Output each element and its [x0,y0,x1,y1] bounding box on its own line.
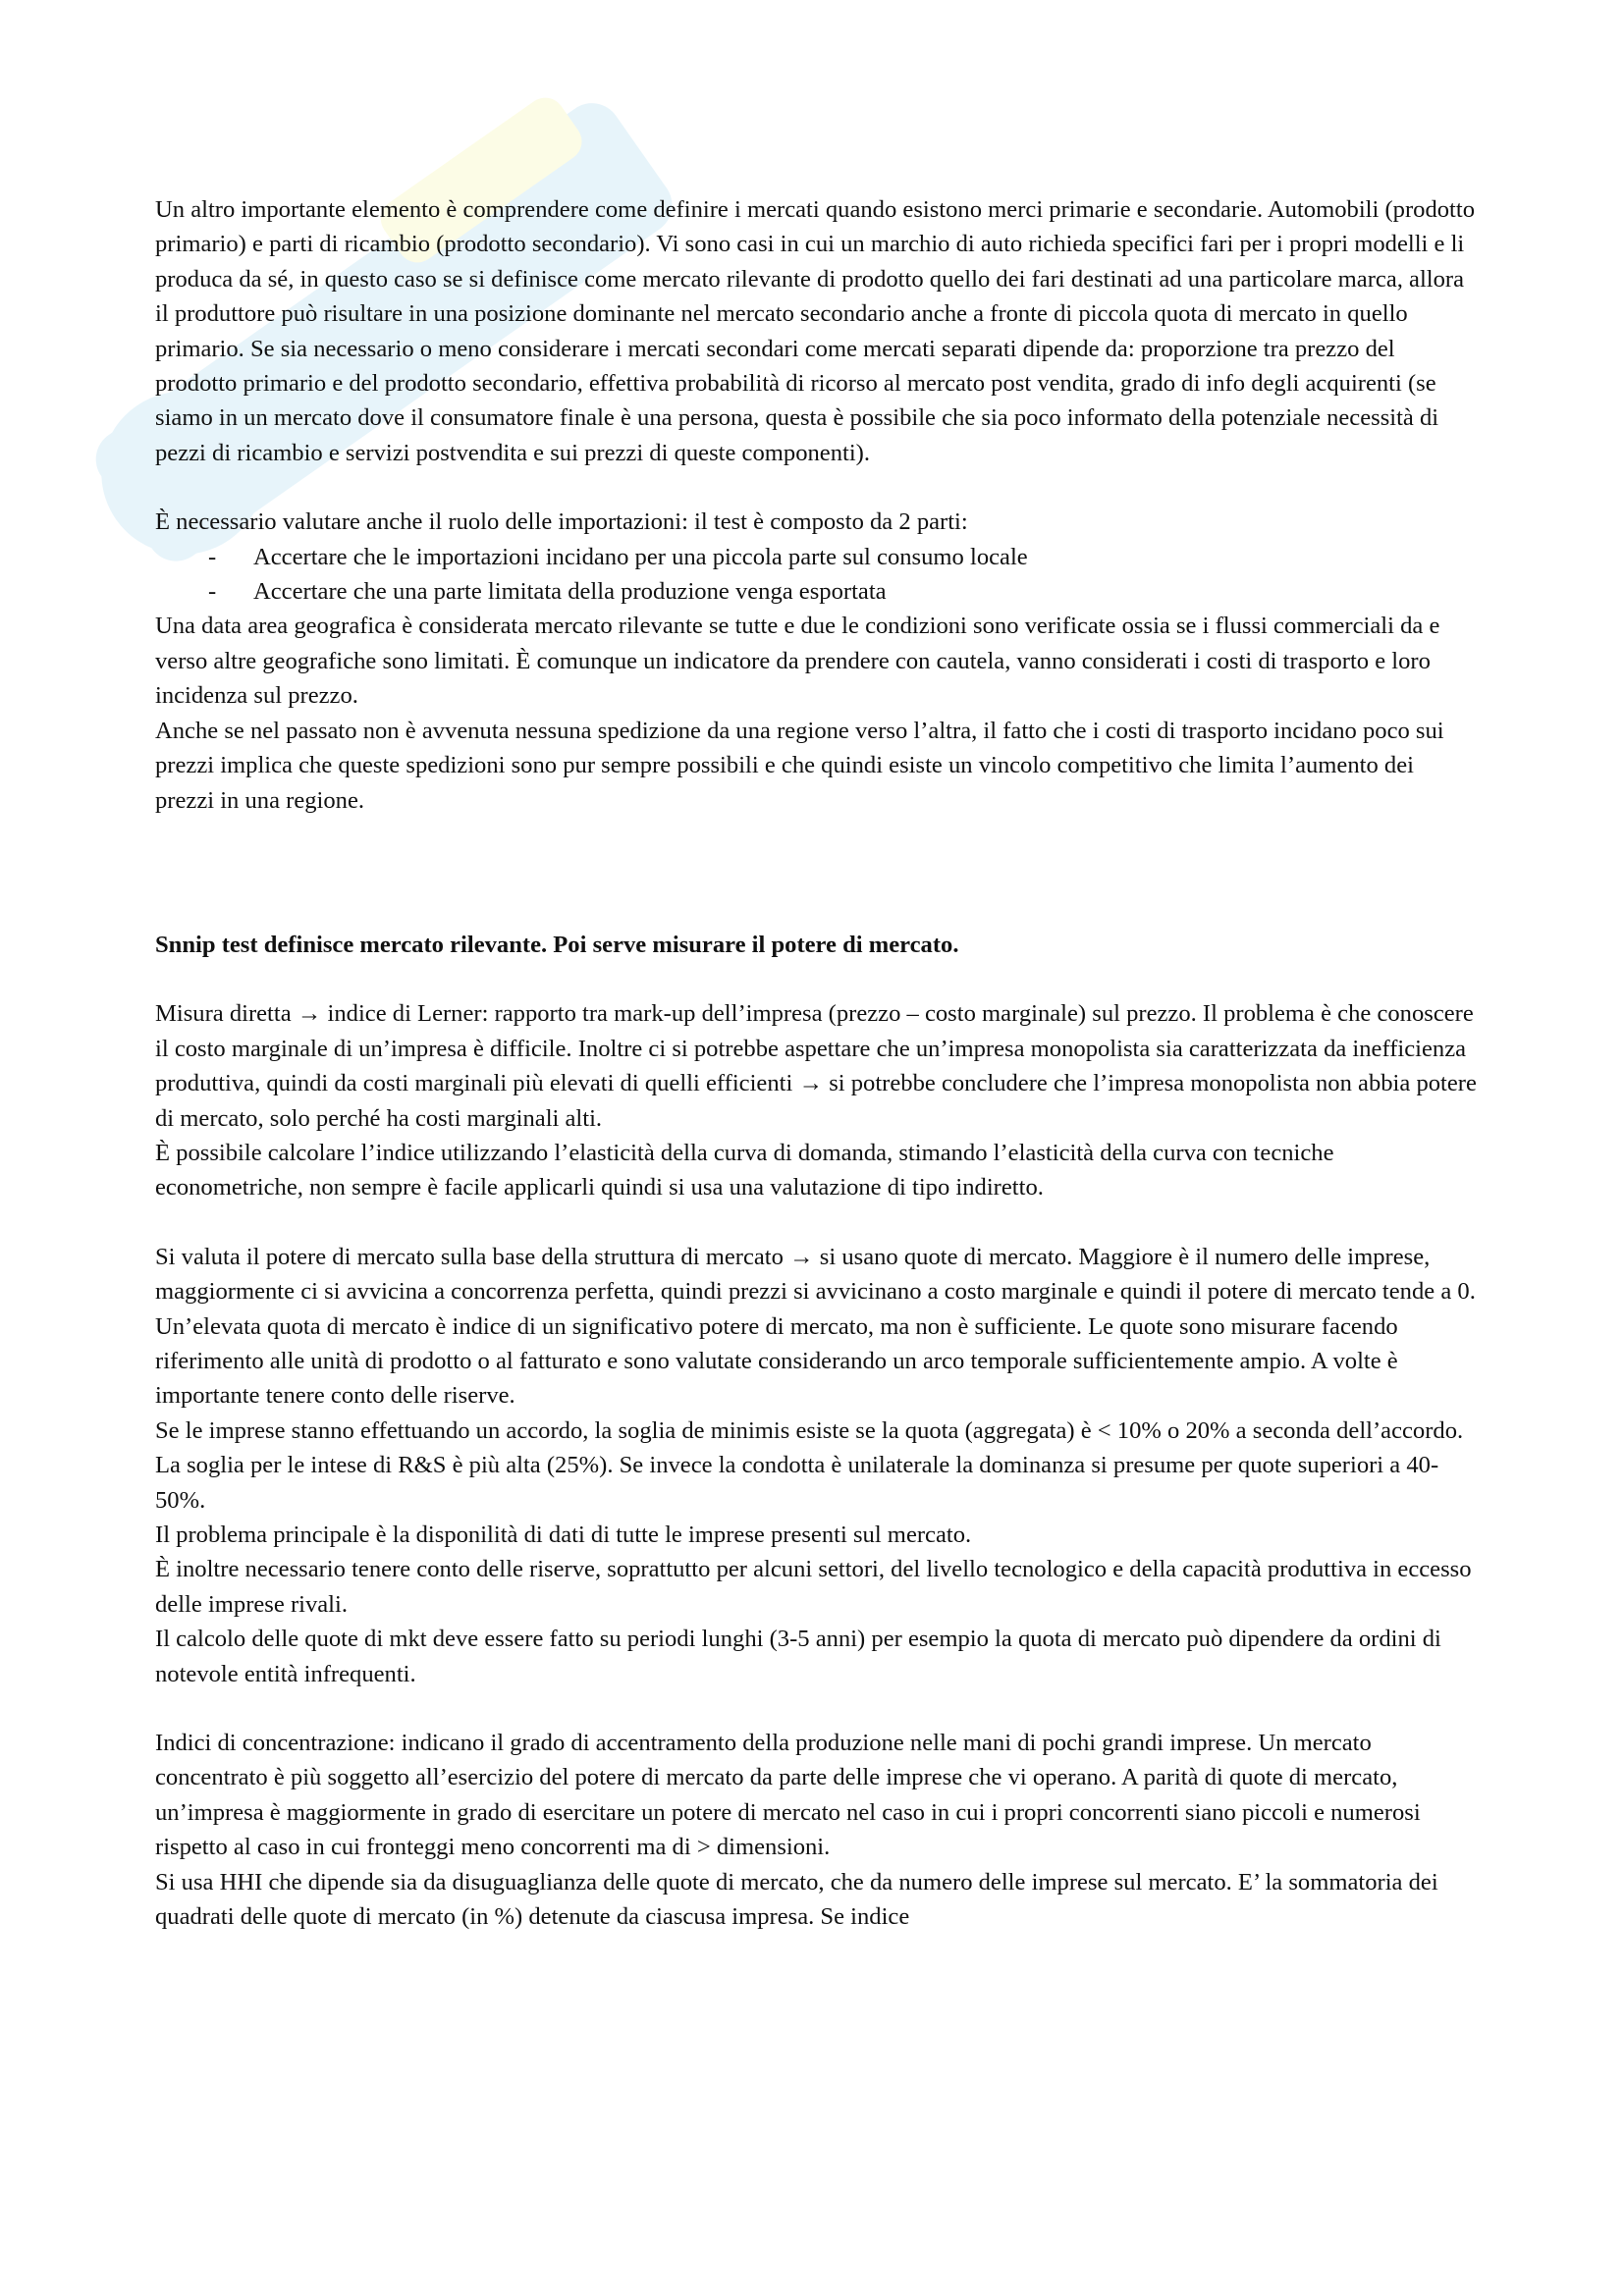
paragraph-imports-intro: È necessario valutare anche il ruolo delle importazioni: il test è composto da 2 parti: [155,508,968,536]
list-item [155,540,1479,574]
paragraph-secondary-markets: Un altro importante elemento è comprendere come definire i mercati quando esistono merci primarie e secondarie. Automobili (prodotto primario) e parti di ricambio (prodotto secondario). Vi sono casi in cui un marchio di auto richieda specifici fari per i propri modelli e li produca da sé, in questo caso se si definisce come mercato rilevante di prodotto quello dei fari destinati ad una particolare marca, allora il produttore può risultare in una posizione dominante nel mercato secondario anche a fronte di piccola quota di mercato in quello primario. Se sia necessario o meno considerare i mercati secondari come mercati separati dipende da: proporzione tra prezzo del prodotto primario e del prodotto secondario, effettiva probabilità di ricorso al mercato post vendita, grado di info degli acquirenti (se siamo in un mercato dove il consumatore finale è una persona, questa è possibile che sia poco informato della potenziale necessità di pezzi di ricambio e servizi postvendita e sui prezzi di queste componenti). [155,196,1475,466]
paragraph-concentration: Indici di concentrazione: indicano il grado di accentramento della produzione nelle mani di pochi grandi imprese. Un mercato concentrato è più soggetto all’esercizio del potere di mercato da parte delle imprese che vi operano. A parità di quote di mercato, un’impresa è maggiormente in grado di esercitare un potere di mercato nel caso in cui i propri concorrenti siano piccoli e numerosi rispetto al caso in cui fronteggi meno concorrenti ma di > dimensioni. [155,1730,1421,1861]
paragraph-data-availability: Il problema principale è la disponilità di dati di tutte le imprese presenti sul mercato. [155,1522,972,1548]
list-dash: - [208,578,217,606]
paragraph-elasticity: È possibile calcolare l’indice utilizzando l’elasticità della curva di domanda, stimando l’elasticità della curva con tecniche econometriche, non sempre è facile applicarli quindi si usa una valutazione di tipo indiretto. [155,1139,1334,1201]
paragraph-de-minimis: Se le imprese stanno effettuando un accordo, la soglia de minimis esiste se la quota (aggregata) è < 10% o 20% a seconda dell’accordo. La soglia per le intese di R&S è più alta (25%). Se invece la condotta è unilaterale la dominanza si presume per quote superiori a 40-50%. [155,1416,1464,1514]
list-item-text: Accertare che le importazioni incidano per una piccola parte sul consumo locale [253,543,1028,570]
list-item [155,574,1479,609]
imports-test-list [155,540,1479,610]
list-dash: - [208,543,217,570]
paragraph-hhi: Si usa HHI che dipende sia da disuguaglianza delle quote di mercato, che da numero delle imprese sul mercato. E’ la sommatoria dei quadrati delle quote di mercato (in %) detenute da ciascusa impresa. Se indice [155,1868,1438,1931]
list-item-text: Accertare che una parte limitata della produzione venga esportata [253,578,887,606]
paragraph-reserves: È inoltre necessario tenere conto delle riserve, soprattutto per alcuni settori, del livello tecnologico e della capacità produttiva in eccesso delle imprese rivali. [155,1556,1472,1618]
paragraph-geographic-market: Una data area geografica è considerata mercato rilevante se tutte e due le condizioni sono verificate ossia se i flussi commerciali da e verso altre geografiche sono limitati. È comunque un indicatore da prendere con cautela, vanno considerati i costi di trasporto e loro incidenza sul prezzo. [155,613,1440,710]
section-heading: Snnip test definisce mercato rilevante. Poi serve misurare il potere di mercato. [155,931,959,958]
paragraph-long-periods: Il calcolo delle quote di mkt deve essere fatto su periodi lunghi (3-5 anni) per esempio la quota di mercato può dipendere da ordini di notevole entità infrequenti. [155,1626,1441,1687]
document-page [155,192,1479,1934]
paragraph-market-shares: Si valuta il potere di mercato sulla base della struttura di mercato → si usano quote di mercato. Maggiore è il numero delle imprese, maggiormente ci si avvicina a concorrenza perfetta, quindi prezzi si avvicinano a costo marginale e quindi il potere di mercato tende a 0. Un’elevata quota di mercato è indice di un significativo potere di mercato, ma non è sufficiente. Le quote sono misurare facendo riferimento alle unità di prodotto o al fatturato e sono valutate considerando un arco temporale sufficientemente ampio. A volte è importante tenere conto delle riserve. [155,1243,1476,1410]
paragraph-transport-costs: Anche se nel passato non è avvenuta nessuna spedizione da una regione verso l’altra, il fatto che i costi di trasporto incidano poco sui prezzi implica che queste spedizioni sono pur sempre possibili e che quindi esiste un vincolo competitivo che limita l’aumento dei prezzi in una regione. [155,717,1444,814]
paragraph-lerner-index: Misura diretta → indice di Lerner: rapporto tra mark-up dell’impresa (prezzo – costo marginale) sul prezzo. Il problema è che conoscere il costo marginale di un’impresa è difficile. Inoltre ci si potrebbe aspettare che un’impresa monopolista sia caratterizzata da inefficienza produttiva, quindi da costi marginali più elevati di quelli efficienti → si potrebbe concludere che l’impresa monopolista non abbia potere di mercato, solo perché ha costi marginali alti. [155,1000,1477,1132]
